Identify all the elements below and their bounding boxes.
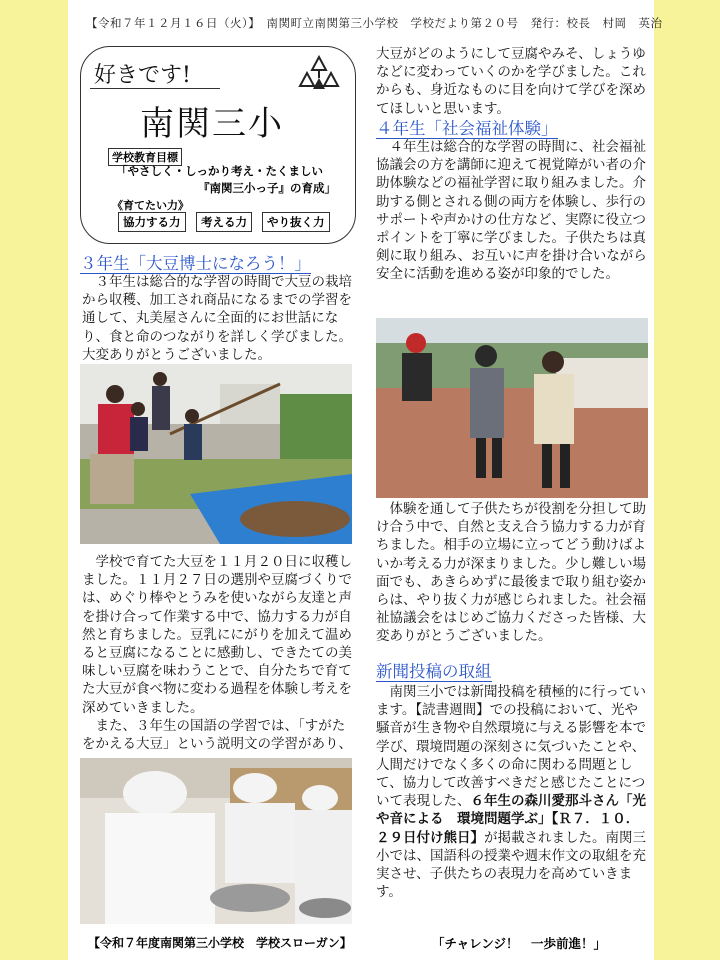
welfare-experience-photo	[376, 318, 648, 498]
newspaper-text: 南関三小では新聞投稿を積極的に行っています。【読書週間】での投稿において、光や騒音が生き物や自然環境に与える影響を本で学び、環境問題の深刻さに気づいたことや、人間だけでなく多くの命に関わる問題として、協力して改善すべきだと感じたことについて表現した、６年生の森川愛那斗さん「光や音による 環境問題学ぶ」【Ｒ７．１０．２９日付け熊日】が掲載されました。南関三小では、国語科の授業や週末作文の取組を充実させ、子供たちの表現力を高めていきます。	[376, 684, 646, 901]
newsletter-header: 【令和７年１２月１６日（火）】 南関町立南関第三小学校 学校だより第２０号 発行：校長 村岡 英治	[86, 16, 663, 30]
grade3-continued-text: 大豆がどのようにして豆腐やみそ、しょうゆなどに変わっていくのかを学びました。これからも、身近なものに目を向けて学びを深めてほしいと思います。	[376, 46, 646, 117]
skill-thinking: 考える力	[196, 212, 252, 232]
school-goal-line-2: 『南関三小っ子』の育成」	[198, 181, 336, 195]
grade4-reflection-text: 体験を通して子供たちが役割を分担して助け合う中で、自然と支え合う協力する力が育ちました。相手の立場に立ってどう動けばよいか考える力が深まりました。少し難しい場面でも、あきらめずに最後まで取り組む姿からは、やり抜く力が感じられました。社会福祉協議会をはじめご協力くださった皆様、大変ありがとうございました。	[376, 501, 646, 645]
grade3-harvest-text: 学校で育てた大豆を１１月２０日に収穫しました。１１月２７日の選別や豆腐づくりでは、めぐり棒やとうみを使いながら友達と声を掛け合って作業する中で、協力する力が自然と育ちました。豆乳ににがりを加えて温めると豆腐になることに感動し、できたての美味しい豆腐を味わうことで、自分たちで育てた大豆が食べ物に変わる過程を体験し考えを深めていきました。 また、３年生の国語の学習では、「すがたをかえる大豆」という説明文の学習があり、	[82, 554, 352, 753]
masthead-catch: 好きです!	[94, 63, 191, 88]
target-skills-label: 《育てたい力》	[112, 199, 189, 212]
skill-cooperation: 協力する力	[118, 212, 186, 232]
newspaper-heading: 新聞投稿の取組	[376, 662, 492, 681]
school-crest-icon	[296, 54, 342, 100]
grade4-heading: ４年生「社会福祉体験」	[376, 119, 558, 138]
school-goal-label: 学校教育目標	[108, 148, 182, 166]
grade3-heading: ３年生「大豆博士になろう！」	[80, 254, 311, 273]
school-slogan: 「チャレンジ！ 一歩前進！」	[432, 936, 607, 951]
slogan-label: 【令和７年度南関第三小学校 学校スローガン】	[88, 936, 352, 950]
tofu-making-photo	[80, 758, 352, 924]
school-goal-line-1: 「やさしく・しっかり考え・たくましい	[116, 164, 323, 178]
masthead-school-name: 南関三小	[140, 104, 284, 144]
grade3-intro: ３年生は総合的な学習の時間で大豆の栽培から収穫、加工され商品になるまでの学習を通して、丸美屋さんに全面的にお世話になり、食と命のつながりを詳しく学びました。大変ありがとうございました。	[82, 274, 352, 363]
masthead-divider	[90, 88, 220, 89]
soybean-threshing-photo	[80, 364, 352, 544]
grade4-intro: ４年生は総合的な学習の時間に、社会福祉協議会の方を講師に迎えて視覚障がい者の介助体験などの福祉学習に取り組みました。介助する側とされる側の両方を体験し、歩行のサポートや声かけの仕方など、実際に役立つポイントを丁寧に学びました。子供たちは真剣に取り組み、お互いに声を掛け合いながら安全に活動を進める姿が印象的でした。	[376, 139, 647, 283]
skill-perseverance: やり抜く力	[262, 212, 330, 232]
